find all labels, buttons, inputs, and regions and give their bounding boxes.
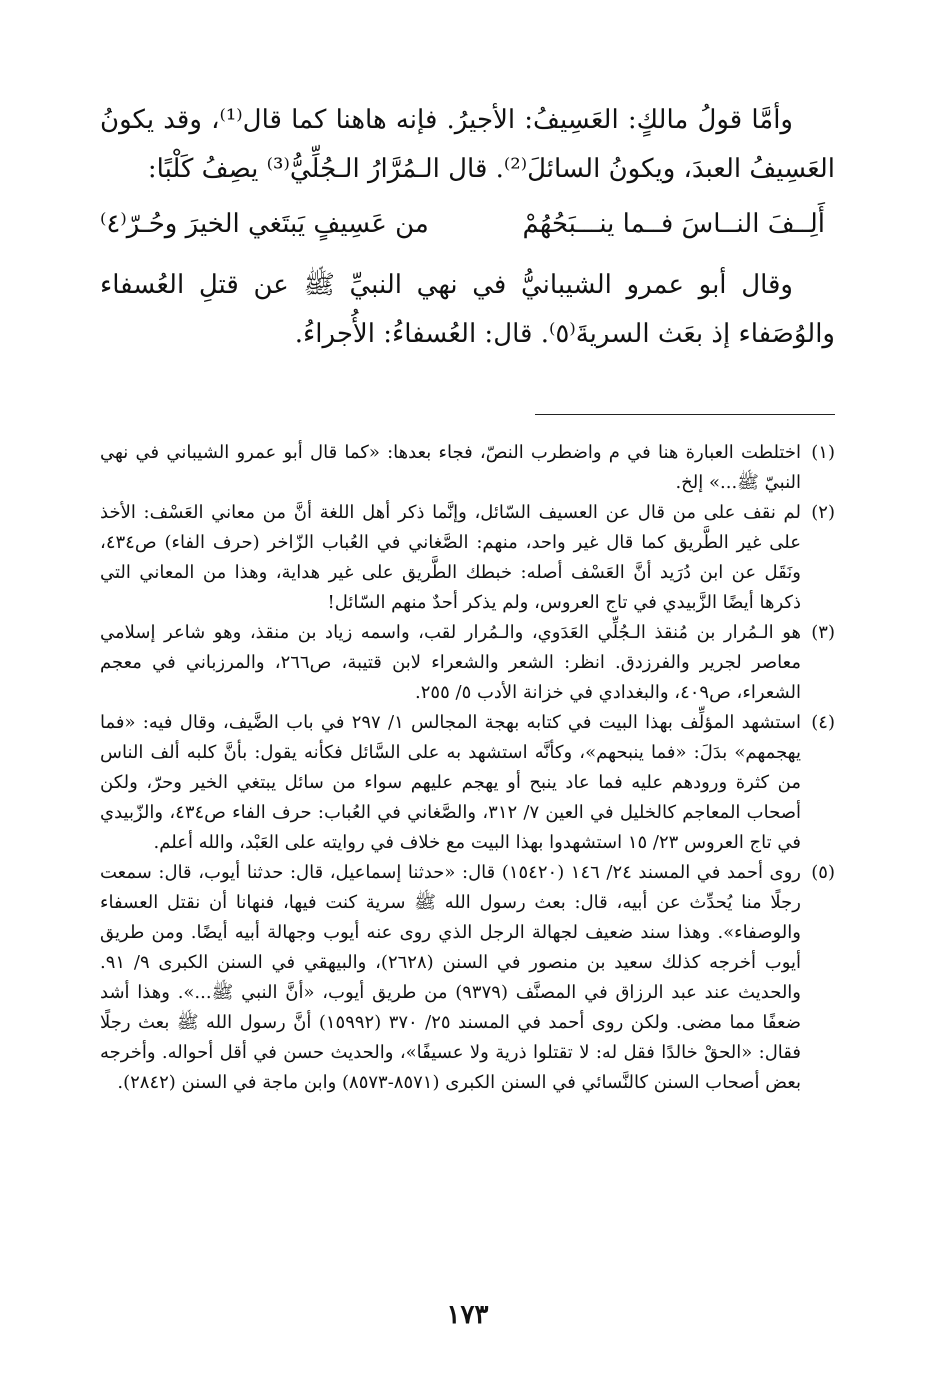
poetry-verse xyxy=(100,200,835,249)
footnote-number: (٤) xyxy=(811,712,835,733)
main-text xyxy=(100,96,835,359)
verse-second-hemistich: من عَسِيفٍ يَبتَغي الخيرَ وحُـرّ⁽٤⁾ xyxy=(100,209,429,239)
page-number: ١٧٣ xyxy=(446,1300,489,1330)
verse-first-hemistich: أَلِــفَ النــاسَ فــما ينـــبَحُهُمْ xyxy=(522,209,825,239)
footnote-number: (٢) xyxy=(811,502,835,523)
footnote-text: اختلطت العبارة هنا في م واضطرب النصّ، فجاء بعدها: «كما قال أبو عمرو الشيباني في نهي النبيّ ﷺ...» إلخ. xyxy=(100,442,801,493)
footnote-text: استشهد المؤلِّف بهذا البيت في كتابه بهجة المجالس ١/ ٢٩٧ في باب الضَّيف، وقال فيه: «فما يهجمهم» بدَلَ: «فما ينبحهم»، وكأنَّه استشهد به على السَّائل فكأنه يقول: بأنَّ كلبه ألف الناس من كثرة ورودهم عليه فما عاد ينبح أو يهجم عليهم سواء من سائل يبتغي الخير وحرّ، ولكن أصحاب المعاجم كالخليل في العين ٧/ ٣١٢، والصَّغاني في العُباب: حرف الفاء ص٤٣٤، والزّبيدي في تاج العروس ٢٣/ ١٥ استشهدوا بهذا البيت مع خلاف في روايته على العَبْد، والله أعلم. xyxy=(100,712,802,853)
footnote-text: هو الـمُرار بن مُنقذ الـجُلِّي العَدَوي، والـمُرار لقب، واسمه زياد بن منقذ، وهو شاعر إسلامي معاصر لجرير والفرزدق. انظر: الشعر والشعراء لابن قتيبة، ص٢٦٦، والمرزباني في معجم الشعراء، ص٤٠٩، والبغدادي في خزانة الأدب ٥/ ٢٥٥. xyxy=(100,622,801,703)
footnote-3 xyxy=(100,618,835,708)
footnote-number: (٣) xyxy=(811,622,835,643)
footnote-2 xyxy=(100,498,835,618)
footnote-separator xyxy=(535,414,835,415)
footnote-text: لم نقف على من قال عن العسيف السّائل، وإنَّما ذكر أهل اللغة أنَّ من معاني العَسْف: الأخذ على غير الطَّريق كما قال غير واحد، منهم: الصَّغاني في العُباب الزّاخر (حرف الفاء) ص٤٣٤، ونَقَل عن ابن دُرَيد أنَّ العَسْف أصله: خبطك الطَّريق على غير هداية، وهذا من المعاني التي ذكرها أيضًا الزَّبيدي في تاج العروس، ولم يذكر أحدٌ منهم السّائل! xyxy=(100,502,801,613)
paragraph-1: وأمَّا قولُ مالكٍ: العَسِيفُ: الأجيرُ. فإنه هاهنا كما قال⁽¹⁾، وقد يكونُ العَسِيفُ العبدَ، ويكونُ السائلَ⁽²⁾. قال الـمُرَّارُ الـجُلِّيُّ⁽³⁾ يصِفُ كَلْبًا: xyxy=(100,105,835,184)
footnotes xyxy=(100,438,835,1098)
footnote-number: (١) xyxy=(811,442,835,463)
paragraph-2: وقال أبو عمرو الشيبانيُّ في نهي النبيِّ ﷺ عن قتلِ العُسفاء والوُصَفاء إذ بعَث السريةَ⁽٥⁾. قال: العُسفاءُ: الأُجراءُ. xyxy=(100,270,835,349)
footnote-text: روى أحمد في المسند ٢٤/ ١٤٦ (١٥٤٢٠) قال: «حدثنا إسماعيل، قال: حدثنا أيوب، قال: سمعت رجلًا منا يُحدِّث عن أبيه، قال: بعث رسول الله ﷺ سرية كنت فيها، فنهانا أن نقتل العسفاء والوصفاء». وهذا سند ضعيف لجهالة الرجل الذي روى عنه أيوب وجهالة أبيه أيضًا. ومن طريق أيوب أخرجه كذلك سعيد بن منصور في السنن (٢٦٢٨)، والبيهقي في السنن الكبرى ٩/ ٩١. والحديث عند عبد الرزاق في المصنَّف (٩٣٧٩) من طريق أيوب، «أنَّ النبي ﷺ...». وهذا أشد ضعفًا مما مضى. ولكن روى أحمد في المسند ٢٥/ ٣٧٠ (١٥٩٩٢) أنَّ رسول الله ﷺ بعث رجلًا فقال: «الحقْ خالدًا فقل له: لا تقتلوا ذرية ولا عسيفًا»، والحديث حسن في أقل أحواله. وأخرجه بعض أصحاب السنن كالنَّسائي في السنن الكبرى (٨٥٧١-٨٥٧٣) وابن ماجة في السنن (٢٨٤٢). xyxy=(100,862,801,1093)
footnote-number: (٥) xyxy=(811,862,835,883)
footnote-1 xyxy=(100,438,835,498)
footnote-4 xyxy=(100,708,835,858)
footnote-5 xyxy=(100,858,835,1098)
